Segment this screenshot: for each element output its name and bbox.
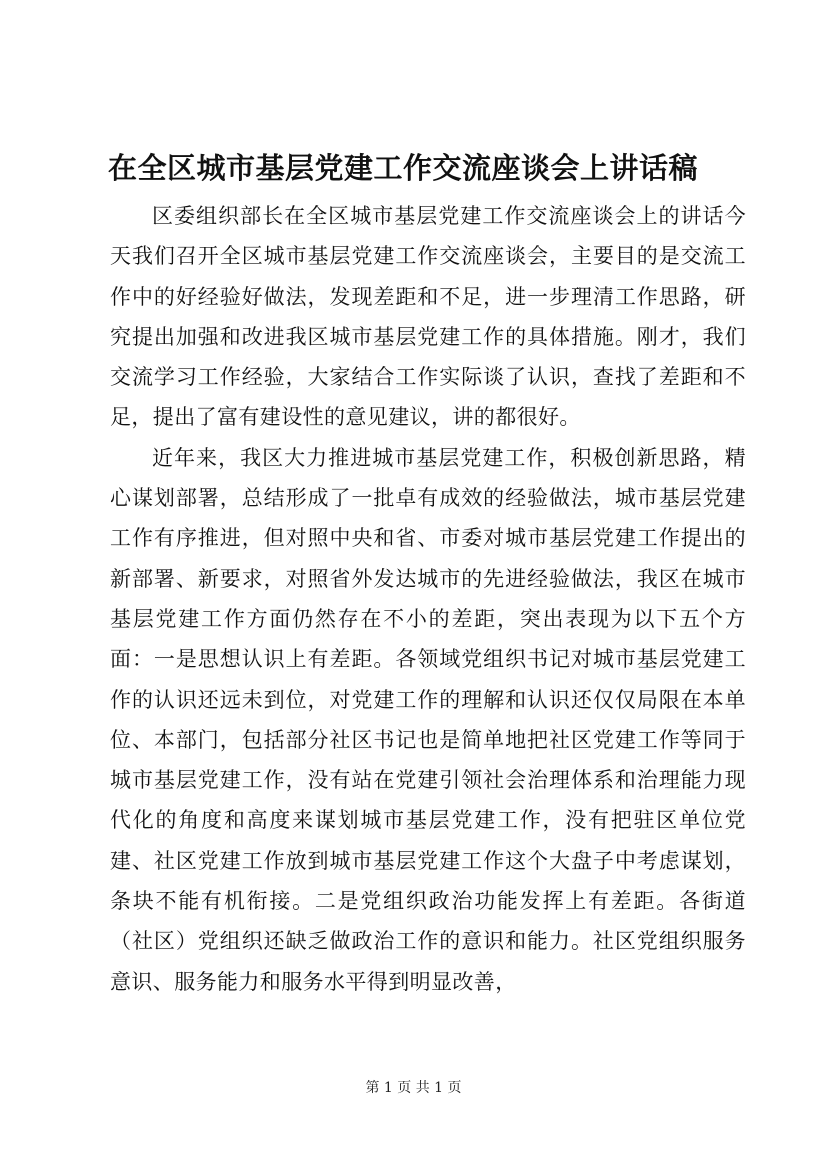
document-title: 在全区城市基层党建工作交流座谈会上讲话稿 xyxy=(108,151,699,185)
paragraph-1: 区委组织部长在全区城市基层党建工作交流座谈会上的讲话今天我们召开全区城市基层党建工作交流座谈会，主要目的是交流工作中的好经验好做法，发现差距和不足，进一步理清工作思路，研究提出加强和改进我区城市基层党建工作的具体措施。刚才，我们交流学习工作经验，大家结合工作实际谈了认识，查找了差距和不足，提出了富有建设性的意见建议，讲的都很好。 xyxy=(110,204,746,430)
paragraph-2: 近年来，我区大力推进城市基层党建工作，积极创新思路，精心谋划部署，总结形成了一批卓有成效的经验做法，城市基层党建工作有序推进，但对照中央和省、市委对城市基层党建工作提出的新部署、新要求，对照省外发达城市的先进经验做法，我区在城市基层党建工作方面仍然存在不小的差距，突出表现为以下五个方面：一是思想认识上有差距。各领域党组织书记对城市基层党建工作的认识还远未到位，对党建工作的理解和认识还仅仅局限在本单位、本部门，包括部分社区书记也是简单地把社区党建工作等同于城市基层党建工作，没有站在党建引领社会治理体系和治理能力现代化的角度和高度来谋划城市基层党建工作，没有把驻区单位党建、社区党建工作放到城市基层党建工作这个大盘子中考虑谋划，条块不能有机衔接。二是党组织政治功能发挥上有差距。各街道（社区）党组织还缺乏做政治工作的意识和能力。社区党组织服务意识、服务能力和服务水平得到明显改善， xyxy=(110,445,746,994)
document-body xyxy=(110,196,746,1002)
page-footer: 第 1 页 共 1 页 xyxy=(365,1080,462,1096)
